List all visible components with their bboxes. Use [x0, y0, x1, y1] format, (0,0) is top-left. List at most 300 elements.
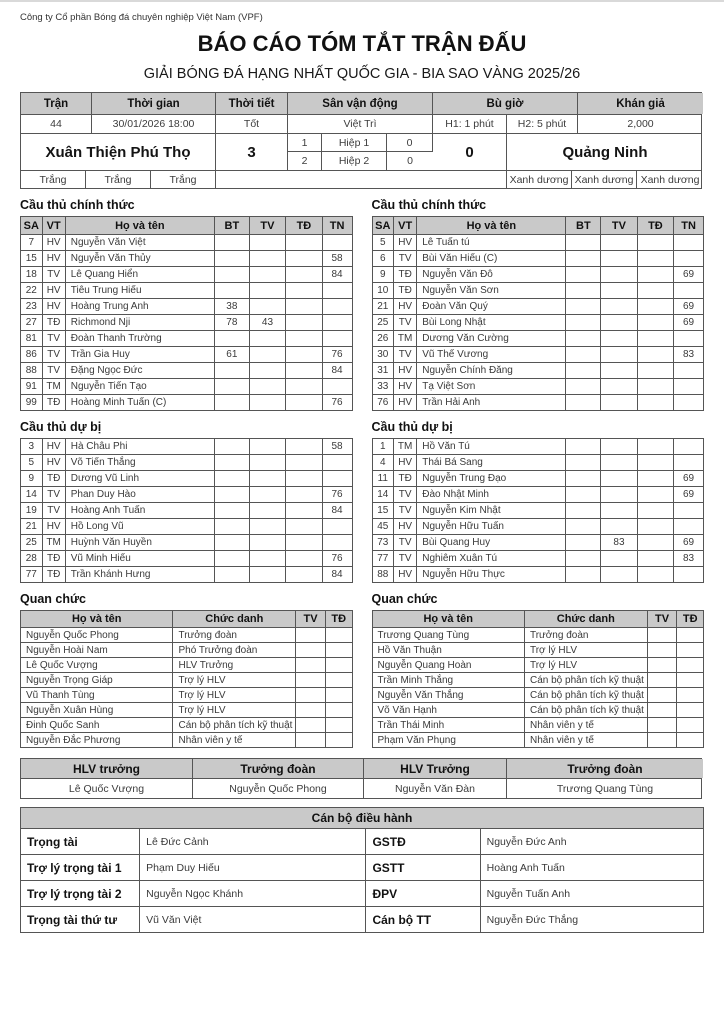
- player-goal-minute: [566, 363, 601, 379]
- kit-colors-row: [21, 171, 701, 188]
- match-info-data-row: [21, 115, 701, 134]
- player-sub-on: [674, 503, 704, 519]
- player-number: 25: [21, 535, 43, 551]
- official-role-label: Cán bộ TT: [366, 907, 480, 933]
- player-sub-off: 76: [322, 347, 352, 363]
- player-yellow-card: [601, 519, 637, 535]
- official-name: Nguyễn Hoài Nam: [21, 643, 173, 658]
- subs-section: [20, 411, 704, 583]
- player-position: HV: [42, 251, 65, 267]
- col-datetime: Thời gian: [92, 93, 216, 114]
- player-name: Nguyễn Văn Sơn: [417, 283, 566, 299]
- official-red-card: [325, 703, 352, 718]
- player-name: Richmond Nji: [65, 315, 214, 331]
- player-sub-off: 69: [674, 315, 704, 331]
- column-header: VT: [394, 217, 417, 235]
- period-2-score: 0: [407, 155, 413, 167]
- player-name: Huỳnh Văn Huyền: [65, 535, 214, 551]
- player-yellow-card: [249, 395, 285, 411]
- player-number: 23: [21, 299, 43, 315]
- player-position: HV: [42, 455, 65, 471]
- official-yellow-card: [647, 718, 677, 733]
- home-head-coach-label: HLV trưởng: [21, 759, 193, 778]
- player-position: TĐ: [394, 267, 417, 283]
- player-sub-off: 69: [674, 267, 704, 283]
- player-sub-off: 84: [322, 267, 352, 283]
- official-yellow-card: [296, 718, 326, 733]
- column-header: TV: [647, 611, 677, 628]
- official-name: Trần Thái Minh: [372, 718, 524, 733]
- column-header: TĐ: [286, 217, 322, 235]
- player-name: Phan Duy Hào: [65, 487, 214, 503]
- player-row: [21, 347, 353, 363]
- player-goal-minute: [214, 471, 249, 487]
- player-number: 19: [21, 503, 43, 519]
- official-role-label: Trọng tài thứ tư: [21, 907, 140, 933]
- player-position: HV: [394, 395, 417, 411]
- report-title: BÁO CÁO TÓM TẮT TRẬN ĐẤU: [197, 31, 527, 56]
- official-red-card: [677, 688, 704, 703]
- official-role: Nhân viên y tế: [524, 718, 647, 733]
- player-yellow-card: [601, 235, 637, 251]
- official-row: [372, 628, 704, 643]
- league-subtitle: GIẢI BÓNG ĐÁ HẠNG NHẤT QUỐC GIA - BIA SAO VÀNG 2025/26: [143, 66, 581, 82]
- player-sub-off: 83: [674, 347, 704, 363]
- official-yellow-card: [296, 673, 326, 688]
- added-time-h2: H2: 5 phút: [507, 115, 578, 133]
- official-name: Võ Văn Hạnh: [372, 703, 524, 718]
- player-red-card: [286, 519, 322, 535]
- official-person-name: Nguyễn Đức Thắng: [480, 907, 703, 933]
- player-number: 9: [21, 471, 43, 487]
- player-goal-minute: [566, 551, 601, 567]
- match-officials-section: [20, 807, 704, 933]
- match-info-header-row: [21, 93, 701, 115]
- official-name: Phạm Văn Phụng: [372, 733, 524, 748]
- player-name: Nguyễn Văn Việt: [65, 235, 214, 251]
- away-team-manager-name: Trương Quang Tùng: [556, 782, 654, 795]
- player-position: TM: [394, 439, 417, 455]
- player-red-card: [286, 455, 322, 471]
- player-row: [372, 551, 704, 567]
- player-red-card: [637, 315, 673, 331]
- away-subs-table: [372, 438, 705, 583]
- player-row: [372, 519, 704, 535]
- player-name: Hoàng Anh Tuấn: [65, 503, 214, 519]
- player-number: 76: [372, 395, 394, 411]
- official-role-label: Trợ lý trọng tài 2: [21, 881, 140, 907]
- away-head-coach-name: Nguyễn Văn Đàn: [364, 779, 507, 798]
- player-number: 88: [372, 567, 394, 583]
- player-position: HV: [42, 439, 65, 455]
- player-red-card: [637, 551, 673, 567]
- player-name: Vũ Minh Hiếu: [65, 551, 214, 567]
- official-row: [372, 733, 704, 748]
- player-red-card: [637, 455, 673, 471]
- player-red-card: [286, 251, 322, 267]
- player-name: Đào Nhật Minh: [417, 487, 566, 503]
- starters-section: [20, 189, 704, 411]
- column-header: Họ và tên: [372, 611, 524, 628]
- player-red-card: [286, 283, 322, 299]
- official-red-card: [325, 643, 352, 658]
- official-name: Hồ Văn Thuận: [372, 643, 524, 658]
- official-role-label: Trọng tài: [21, 829, 140, 855]
- home-team-manager-name: Nguyễn Quốc Phong: [193, 779, 364, 798]
- player-yellow-card: [249, 331, 285, 347]
- player-goal-minute: [566, 439, 601, 455]
- player-red-card: [286, 503, 322, 519]
- player-yellow-card: [601, 455, 637, 471]
- player-sub-on: 84: [322, 503, 352, 519]
- player-sub-on: [674, 455, 704, 471]
- player-number: 5: [21, 455, 43, 471]
- player-yellow-card: [249, 267, 285, 283]
- company-name: Công ty Cổ phần Bóng đá chuyên nghiệp Việt Nam (VPF): [20, 12, 263, 23]
- player-sub-off: 69: [674, 299, 704, 315]
- player-position: HV: [42, 235, 65, 251]
- official-role-label: Trợ lý trọng tài 1: [21, 855, 140, 881]
- official-red-card: [325, 628, 352, 643]
- match-datetime: 30/01/2026 18:00: [92, 115, 216, 133]
- official-row: [21, 628, 353, 643]
- player-yellow-card: [249, 251, 285, 267]
- player-red-card: [637, 567, 673, 583]
- player-yellow-card: [249, 363, 285, 379]
- away-subs-column: [372, 411, 705, 583]
- player-red-card: [637, 235, 673, 251]
- player-sub-off: [674, 379, 704, 395]
- player-red-card: [286, 315, 322, 331]
- player-sub-off: [674, 283, 704, 299]
- player-name: Dương Văn Cường: [417, 331, 566, 347]
- column-header: Họ và tên: [65, 217, 214, 235]
- player-row: [372, 267, 704, 283]
- away-head-coach-label: HLV Trưởng: [364, 759, 507, 778]
- player-name: Hoàng Trung Anh: [65, 299, 214, 315]
- coaches-header-row: [21, 759, 701, 779]
- official-yellow-card: [296, 688, 326, 703]
- player-yellow-card: [249, 551, 285, 567]
- player-sub-on: 76: [322, 487, 352, 503]
- official-red-card: [325, 688, 352, 703]
- col-match: Trận: [21, 93, 92, 114]
- player-sub-on: [674, 567, 704, 583]
- player-name: Dương Vũ Linh: [65, 471, 214, 487]
- player-row: [372, 363, 704, 379]
- player-position: HV: [394, 363, 417, 379]
- column-header: BT: [566, 217, 601, 235]
- player-row: [21, 267, 353, 283]
- player-goal-minute: [214, 331, 249, 347]
- official-red-card: [677, 643, 704, 658]
- away-subs-title: Cầu thủ dự bị: [371, 420, 453, 434]
- player-yellow-card: [601, 283, 637, 299]
- player-yellow-card: [249, 347, 285, 363]
- player-position: HV: [394, 235, 417, 251]
- player-position: TĐ: [42, 471, 65, 487]
- official-red-card: [325, 718, 352, 733]
- player-red-card: [286, 567, 322, 583]
- official-person-name: Nguyễn Tuấn Anh: [480, 881, 703, 907]
- column-header: TĐ: [325, 611, 352, 628]
- player-row: [372, 283, 704, 299]
- player-row: [372, 487, 704, 503]
- player-number: 10: [372, 283, 394, 299]
- official-person-name: Vũ Văn Việt: [140, 907, 366, 933]
- player-red-card: [286, 395, 322, 411]
- player-yellow-card: [249, 283, 285, 299]
- player-goal-minute: [566, 315, 601, 331]
- player-goal-minute: [566, 283, 601, 299]
- player-name: Trần Hải Anh: [417, 395, 566, 411]
- home-team-manager-label: Trưởng đoàn: [193, 759, 364, 778]
- player-goal-minute: [566, 395, 601, 411]
- match-official-row: [21, 907, 704, 933]
- player-yellow-card: [601, 503, 637, 519]
- player-position: TĐ: [394, 471, 417, 487]
- official-role-label: GSTĐ: [366, 829, 480, 855]
- player-name: Lê Quang Hiển: [65, 267, 214, 283]
- player-number: 4: [372, 455, 394, 471]
- player-goal-minute: [214, 551, 249, 567]
- player-sub-on: 58: [322, 439, 352, 455]
- home-starters-column: [20, 189, 353, 411]
- player-name: Hồ Văn Tú: [417, 439, 566, 455]
- column-header: TĐ: [637, 217, 673, 235]
- player-name: Vũ Thế Vương: [417, 347, 566, 363]
- official-role: Nhân viên y tế: [173, 733, 296, 748]
- official-red-card: [325, 673, 352, 688]
- official-name: Nguyễn Quốc Phong: [21, 628, 173, 643]
- player-yellow-card: [249, 299, 285, 315]
- player-number: 18: [21, 267, 43, 283]
- player-goal-minute: [214, 267, 249, 283]
- official-red-card: [677, 658, 704, 673]
- away-starters-title: Cầu thủ chính thức: [371, 198, 487, 212]
- player-red-card: [637, 503, 673, 519]
- home-kit-color-3: Trắng: [151, 171, 216, 188]
- official-name: Lê Quốc Vượng: [21, 658, 173, 673]
- player-row: [372, 251, 704, 267]
- official-yellow-card: [647, 673, 677, 688]
- player-sub-off: [674, 331, 704, 347]
- official-yellow-card: [647, 628, 677, 643]
- weather-value: Tốt: [216, 115, 288, 133]
- player-position: TĐ: [42, 395, 65, 411]
- home-subs-title: Cầu thủ dự bị: [20, 420, 102, 434]
- official-role: Trợ lý HLV: [173, 703, 296, 718]
- player-sub-off: [322, 235, 352, 251]
- away-team-name: Quảng Ninh: [562, 143, 648, 161]
- player-goal-minute: [214, 519, 249, 535]
- official-yellow-card: [296, 703, 326, 718]
- stadium-value: Việt Trì: [288, 115, 433, 133]
- player-red-card: [637, 347, 673, 363]
- player-name: Bùi Văn Hiếu (C): [417, 251, 566, 267]
- home-officials-column: [20, 583, 353, 748]
- home-head-coach-name: Lê Quốc Vượng: [21, 779, 193, 798]
- player-position: TV: [394, 551, 417, 567]
- away-team-manager-label: Trưởng đoàn: [507, 759, 703, 778]
- player-number: 25: [372, 315, 394, 331]
- player-sub-on: 69: [674, 535, 704, 551]
- player-sub-off: [322, 283, 352, 299]
- player-goal-minute: [566, 535, 601, 551]
- player-sub-off: [322, 379, 352, 395]
- home-kit-color-1: Trắng: [21, 171, 86, 188]
- officials-header: [372, 611, 704, 628]
- player-yellow-card: [249, 567, 285, 583]
- player-yellow-card: [601, 487, 637, 503]
- player-goal-minute: 78: [214, 315, 249, 331]
- player-row: [21, 471, 353, 487]
- official-yellow-card: [296, 733, 326, 748]
- player-yellow-card: [601, 347, 637, 363]
- player-goal-minute: 38: [214, 299, 249, 315]
- official-yellow-card: [296, 643, 326, 658]
- player-red-card: [286, 235, 322, 251]
- official-role: Trưởng đoàn: [524, 628, 647, 643]
- official-row: [21, 703, 353, 718]
- player-yellow-card: [601, 439, 637, 455]
- player-goal-minute: [214, 395, 249, 411]
- player-yellow-card: [601, 395, 637, 411]
- official-yellow-card: [647, 643, 677, 658]
- official-red-card: [325, 658, 352, 673]
- player-goal-minute: [214, 235, 249, 251]
- official-name: Nguyễn Văn Thắng: [372, 688, 524, 703]
- player-name: Nguyễn Trung Đạo: [417, 471, 566, 487]
- official-name: Nguyễn Đắc Phương: [21, 733, 173, 748]
- player-number: 73: [372, 535, 394, 551]
- player-position: TV: [394, 487, 417, 503]
- player-red-card: [286, 439, 322, 455]
- player-row: [372, 503, 704, 519]
- col-added-time: Bù giờ: [433, 93, 578, 114]
- player-goal-minute: [566, 471, 601, 487]
- column-header: Chức danh: [524, 611, 647, 628]
- col-attendance: Khán giả: [578, 93, 703, 114]
- column-header: TĐ: [677, 611, 704, 628]
- player-red-card: [286, 267, 322, 283]
- player-position: TĐ: [42, 567, 65, 583]
- away-score: 0: [433, 134, 507, 170]
- official-name: Nguyễn Quang Hoàn: [372, 658, 524, 673]
- official-name: Nguyễn Xuân Hùng: [21, 703, 173, 718]
- player-row: [21, 519, 353, 535]
- official-role: Trợ lý HLV: [173, 673, 296, 688]
- player-red-card: [637, 299, 673, 315]
- player-number: 15: [372, 503, 394, 519]
- player-row: [372, 395, 704, 411]
- player-sub-off: [674, 251, 704, 267]
- player-red-card: [637, 487, 673, 503]
- player-table-header: [21, 217, 353, 235]
- player-name: Trần Khánh Hưng: [65, 567, 214, 583]
- official-row: [372, 643, 704, 658]
- player-goal-minute: [214, 567, 249, 583]
- player-number: 28: [21, 551, 43, 567]
- home-officials-table: [20, 610, 353, 748]
- player-row: [21, 503, 353, 519]
- player-name: Đoàn Văn Quý: [417, 299, 566, 315]
- player-red-card: [637, 267, 673, 283]
- coaches-values-row: [21, 779, 701, 798]
- home-starters-title: Cầu thủ chính thức: [20, 198, 135, 212]
- player-goal-minute: [566, 519, 601, 535]
- official-yellow-card: [296, 628, 326, 643]
- home-kit-color-2: Trắng: [86, 171, 151, 188]
- player-goal-minute: [214, 455, 249, 471]
- player-goal-minute: [214, 487, 249, 503]
- player-name: Đặng Ngọc Đức: [65, 363, 214, 379]
- player-row: [372, 315, 704, 331]
- player-sub-off: 84: [322, 363, 352, 379]
- player-sub-on: 83: [674, 551, 704, 567]
- player-red-card: [286, 471, 322, 487]
- match-official-row: [21, 829, 704, 855]
- player-red-card: [286, 535, 322, 551]
- player-number: 81: [21, 331, 43, 347]
- player-red-card: [637, 379, 673, 395]
- player-position: TV: [42, 331, 65, 347]
- player-row: [372, 379, 704, 395]
- player-red-card: [637, 535, 673, 551]
- player-number: 6: [372, 251, 394, 267]
- player-sub-off: [322, 331, 352, 347]
- home-team-name: Xuân Thiện Phú Thọ: [21, 134, 216, 170]
- column-header: Chức danh: [173, 611, 296, 628]
- player-row: [21, 251, 353, 267]
- player-goal-minute: 61: [214, 347, 249, 363]
- player-row: [21, 395, 353, 411]
- player-name: Nguyễn Văn Thủy: [65, 251, 214, 267]
- official-name: Vũ Thanh Tùng: [21, 688, 173, 703]
- home-officials-title: Quan chức: [20, 592, 87, 606]
- player-row: [21, 551, 353, 567]
- column-header: BT: [214, 217, 249, 235]
- column-header: SA: [21, 217, 43, 235]
- player-goal-minute: [214, 503, 249, 519]
- player-sub-on: [322, 519, 352, 535]
- player-number: 26: [372, 331, 394, 347]
- player-goal-minute: [214, 363, 249, 379]
- official-row: [21, 643, 353, 658]
- official-red-card: [325, 733, 352, 748]
- home-subs-table: [20, 438, 353, 583]
- period-1-score: 0: [387, 134, 433, 152]
- player-sub-off: [674, 395, 704, 411]
- player-yellow-card: [601, 251, 637, 267]
- player-position: TV: [394, 535, 417, 551]
- player-goal-minute: [214, 439, 249, 455]
- official-person-name: Lê Đức Cảnh: [140, 829, 366, 855]
- player-position: HV: [394, 519, 417, 535]
- player-sub-off: [322, 315, 352, 331]
- player-row: [21, 299, 353, 315]
- away-officials-table: [372, 610, 705, 748]
- player-goal-minute: [566, 567, 601, 583]
- player-goal-minute: [566, 251, 601, 267]
- player-yellow-card: [601, 567, 637, 583]
- official-yellow-card: [647, 733, 677, 748]
- player-row: [372, 567, 704, 583]
- player-position: HV: [394, 567, 417, 583]
- official-role: Trợ lý HLV: [524, 643, 647, 658]
- away-starters-table: [372, 216, 705, 411]
- player-yellow-card: [601, 331, 637, 347]
